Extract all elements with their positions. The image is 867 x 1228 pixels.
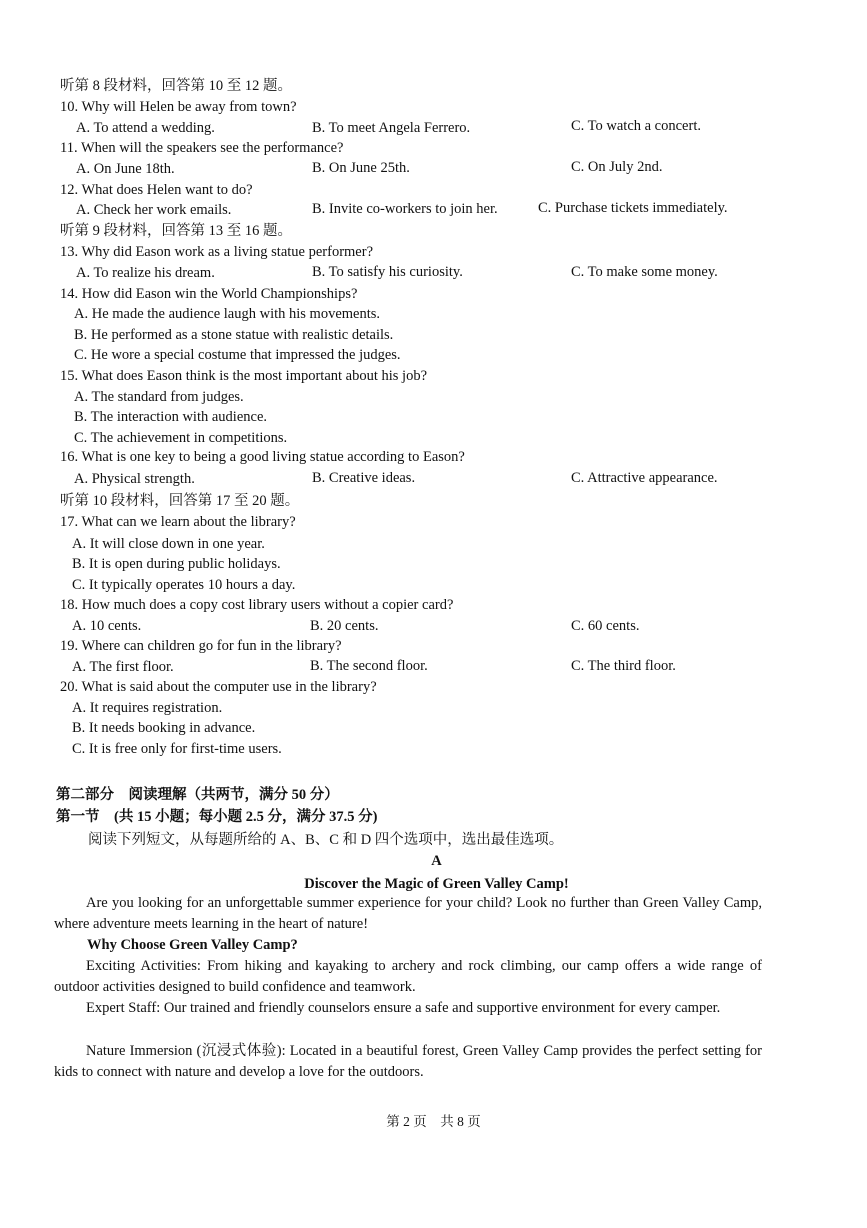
listening-set-10-header: 听第 10 段材料，回答第 17 至 20 题。 <box>60 493 300 509</box>
question-16-option-c: C. Attractive appearance. <box>571 470 718 486</box>
question-20-option-b: B. It needs booking in advance. <box>72 720 256 736</box>
question-15-option-a: A. The standard from judges. <box>74 389 244 405</box>
question-17-option-b: B. It is open during public holidays. <box>72 556 281 572</box>
passage-paragraph-2-text: Exciting Activities: From hiking and kayaking to archery and rock climbing, our camp offers a wide range of outdoor activities designed to build confidence and teamwork. <box>54 958 762 995</box>
passage-label: A <box>431 853 442 869</box>
question-13-option-a: A. To realize his dream. <box>76 265 215 281</box>
question-20-option-a: A. It requires registration. <box>72 700 223 716</box>
question-12-stem: 12. What does Helen want to do? <box>60 182 253 198</box>
question-14-option-c: C. He wore a special costume that impressed the judges. <box>74 347 401 363</box>
listening-set-9-header: 听第 9 段材料，回答第 13 至 16 题。 <box>60 223 292 239</box>
question-20-option-c: C. It is free only for first-time users. <box>72 741 282 757</box>
reading-instruction: 阅读下列短文，从每题所给的 A、B、C 和 D 四个选项中，选出最佳选项。 <box>88 832 564 848</box>
question-15-stem: 15. What does Eason think is the most important about his job? <box>60 368 428 384</box>
question-17-option-a: A. It will close down in one year. <box>72 536 265 552</box>
passage-paragraph-4 <box>54 1041 762 1082</box>
question-16-stem: 16. What is one key to being a good living statue according to Eason? <box>60 449 465 465</box>
listening-set-8-header: 听第 8 段材料，回答第 10 至 12 题。 <box>60 78 292 94</box>
question-13-option-c: C. To make some money. <box>571 264 718 280</box>
passage-subheading: Why Choose Green Valley Camp? <box>87 937 298 953</box>
passage-paragraph-2 <box>54 956 762 997</box>
reading-section-1-title: 第一节 (共 15 小题；每小题 2.5 分，满分 37.5 分) <box>56 809 378 825</box>
question-19-stem: 19. Where can children go for fun in the library? <box>60 638 342 654</box>
question-10-option-a: A. To attend a wedding. <box>76 120 215 136</box>
question-19-option-c: C. The third floor. <box>571 658 676 674</box>
question-14-stem: 14. How did Eason win the World Championships? <box>60 286 358 302</box>
question-18-option-c: C. 60 cents. <box>571 618 640 634</box>
passage-paragraph-1-text: Are you looking for an unforgettable summer experience for your child? Look no further than Green Valley Camp, where adventure meets learning in the heart of nature! <box>54 895 762 932</box>
question-12-option-b: B. Invite co-workers to join her. <box>312 201 498 217</box>
question-11-option-c: C. On July 2nd. <box>571 159 663 175</box>
question-20-stem: 20. What is said about the computer use in the library? <box>60 679 377 695</box>
question-13-option-b: B. To satisfy his curiosity. <box>312 264 463 280</box>
question-18-option-a: A. 10 cents. <box>72 618 142 634</box>
page-footer: 第 2 页 共 8 页 <box>386 1114 481 1129</box>
question-16-option-a: A. Physical strength. <box>74 471 195 487</box>
question-10-option-b: B. To meet Angela Ferrero. <box>312 120 471 136</box>
passage-title: Discover the Magic of Green Valley Camp! <box>304 876 569 892</box>
question-10-option-c: C. To watch a concert. <box>571 118 701 134</box>
question-11-option-a: A. On June 18th. <box>76 161 175 177</box>
question-12-option-c: C. Purchase tickets immediately. <box>538 200 728 216</box>
question-14-option-a: A. He made the audience laugh with his movements. <box>74 306 381 322</box>
reading-part-title: 第二部分 阅读理解（共两节，满分 50 分） <box>56 787 339 803</box>
passage-paragraph-3-text: Expert Staff: Our trained and friendly counselors ensure a safe and supportive environment for every camper. <box>86 1000 721 1016</box>
question-19-option-a: A. The first floor. <box>72 659 174 675</box>
question-15-option-b: B. The interaction with audience. <box>74 409 268 425</box>
question-17-stem: 17. What can we learn about the library? <box>60 514 296 530</box>
passage-paragraph-1 <box>54 893 762 934</box>
passage-paragraph-4-text: Nature Immersion (沉浸式体验): Located in a beautiful forest, Green Valley Camp provides the perfect setting for kids to connect with nature and develop a love for the outdoors. <box>54 1043 762 1080</box>
question-12-option-a: A. Check her work emails. <box>76 202 232 218</box>
question-15-option-c: C. The achievement in competitions. <box>74 430 288 446</box>
question-18-stem: 18. How much does a copy cost library users without a copier card? <box>60 597 454 613</box>
question-11-option-b: B. On June 25th. <box>312 160 410 176</box>
question-17-option-c: C. It typically operates 10 hours a day. <box>72 577 296 593</box>
question-13-stem: 13. Why did Eason work as a living statue performer? <box>60 244 374 260</box>
passage-paragraph-3 <box>54 998 762 1019</box>
question-19-option-b: B. The second floor. <box>310 658 428 674</box>
question-11-stem: 11. When will the speakers see the performance? <box>60 140 344 156</box>
question-16-option-b: B. Creative ideas. <box>312 470 416 486</box>
question-14-option-b: B. He performed as a stone statue with realistic details. <box>74 327 394 343</box>
question-10-stem: 10. Why will Helen be away from town? <box>60 99 297 115</box>
question-18-option-b: B. 20 cents. <box>310 618 379 634</box>
